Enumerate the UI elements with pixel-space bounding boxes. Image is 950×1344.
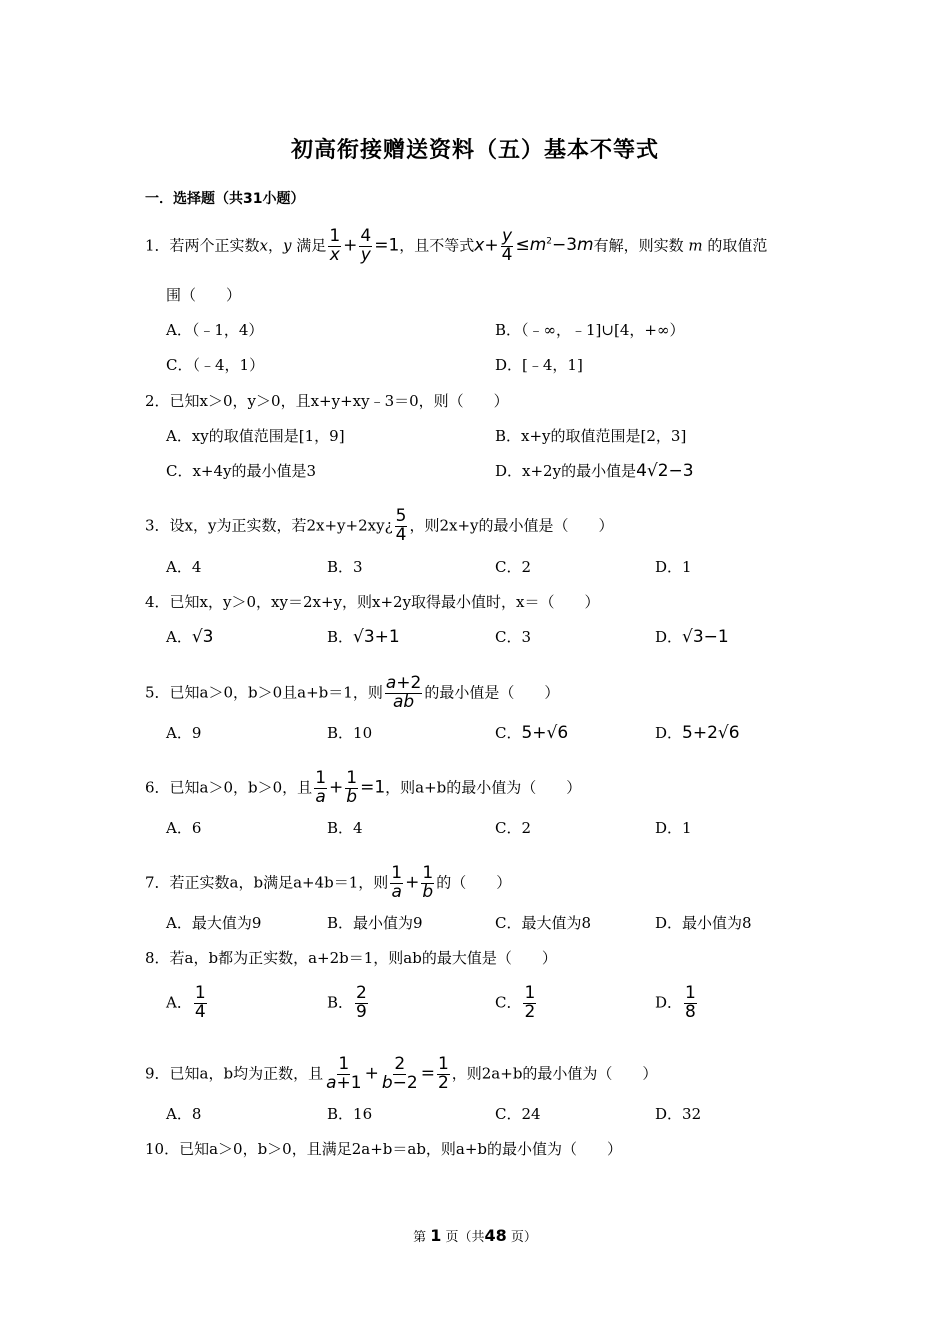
option-d: D．1 [655, 558, 692, 576]
fraction: $\frac{1}{b}$ [422, 863, 434, 902]
option-d: D．1 [655, 819, 692, 837]
fraction: $\frac{1}{a}$ [391, 863, 403, 902]
radical-expression: 4√2−3 [636, 461, 694, 481]
option-a: A．4 [166, 558, 202, 576]
option-a: A．（﹣1，4） [166, 321, 264, 339]
fraction: $\frac{1}{a+1}$ [326, 1054, 362, 1093]
radical-expression: 5+√6 [521, 723, 569, 743]
page-total: 48 [484, 1226, 507, 1245]
question-1-continued: 围（ ） [166, 286, 242, 304]
question-2: 2．已知x＞0，y＞0，且x+y+xy﹣3＝0，则（ ） [145, 392, 509, 410]
option-a: A． $\frac{1}{4}$ [166, 983, 206, 1022]
option-a: A．9 [166, 724, 202, 742]
question-1: 1．若两个正实数x，y 满足 $\frac{1}{x}$ + $\frac{4}{y}$ =1，且不等式x+ $\frac{y}{4}$ $\le m^2-3m$有解，则实数 m 的取值范 [145, 226, 768, 265]
section-heading: 一．选择题（共31小题） [145, 191, 305, 207]
fraction: $\frac{1}{b}$ [346, 768, 358, 807]
option-c: C．2 [495, 558, 532, 576]
fraction: $\frac{a+2}{ab}$ [385, 673, 422, 712]
fraction: $\frac{1}{2}$ [437, 1054, 449, 1093]
option-c: C．（﹣4，1） [166, 356, 265, 374]
option-d: D．5+2√6 [655, 723, 740, 743]
page-number: 1 [430, 1226, 442, 1245]
question-5: 5．已知a＞0，b＞0且a+b＝1，则 $\frac{a+2}{ab}$ 的最小值是（ ） [145, 673, 560, 712]
option-a: A．√3 [166, 627, 214, 647]
fraction: $\frac{1}{8}$ [685, 983, 696, 1022]
option-a: A．8 [166, 1105, 202, 1123]
radical-expression: √3 [191, 627, 214, 647]
question-7: 7．若正实数a，b满足a+4b＝1，则 $\frac{1}{a}$ + $\frac{1}{b}$ 的（ ） [145, 863, 512, 902]
option-b: B．（﹣∞，﹣1]∪[4，+∞） [495, 321, 685, 339]
option-a: A．最大值为9 [166, 914, 262, 932]
option-b: B．最小值为9 [327, 914, 423, 932]
radical-expression: 5+2√6 [682, 723, 740, 743]
question-9: 9．已知a，b均为正数，且 $\frac{1}{a+1}$ + $\frac{2}{b-2}$ = $\frac{1}{2}$ ，则2a+b的最小值为（ ） [145, 1054, 658, 1093]
question-4: 4．已知x，y＞0，xy＝2x+y，则x+2y取得最小值时，x＝（ ） [145, 593, 600, 611]
fraction: $\frac{2}{9}$ [356, 983, 367, 1022]
option-b: B． $\frac{2}{9}$ [327, 983, 367, 1022]
option-a: A．xy的取值范围是[1，9] [166, 427, 345, 445]
option-c: C．最大值为8 [495, 914, 592, 932]
option-b: B．3 [327, 558, 363, 576]
question-3: 3．设x，y为正实数，若2x+y+2xy¿ $\frac{5}{4}$ ，则2x+y的最小值是（ ） [145, 506, 614, 545]
radical-expression: √3−1 [682, 627, 729, 647]
option-c: C．x+4y的最小值是3 [166, 462, 317, 480]
option-b: B．√3+1 [327, 627, 400, 647]
fraction: $\frac{1}{x}$ [329, 226, 341, 265]
option-a: A．6 [166, 819, 202, 837]
option-d: D．最小值为8 [655, 914, 752, 932]
option-d: D．x+2y的最小值是4√2−3 [495, 461, 694, 481]
radical-expression: √3+1 [353, 627, 400, 647]
option-c: C．3 [495, 628, 532, 646]
fraction: $\frac{2}{b-2}$ [381, 1054, 418, 1093]
fraction: $\frac{1}{4}$ [194, 983, 206, 1022]
fraction: $\frac{1}{2}$ [524, 983, 536, 1022]
option-b: B．10 [327, 724, 373, 742]
question-10: 10．已知a＞0，b＞0，且满足2a+b＝ab，则a+b的最小值为（ ） [145, 1140, 623, 1158]
option-c: C．24 [495, 1105, 541, 1123]
option-d: D．32 [655, 1105, 702, 1123]
page-title: 初高衔接赠送资料（五）基本不等式 [290, 138, 659, 163]
page-footer: 第 1 页（共48 页） [413, 1226, 537, 1245]
option-d: D．[﹣4，1] [495, 356, 583, 374]
option-d: D． $\frac{1}{8}$ [655, 983, 696, 1022]
fraction: $\frac{1}{a}$ [315, 768, 327, 807]
option-b: B．x+y的取值范围是[2，3] [495, 427, 687, 445]
option-d: D．√3−1 [655, 627, 729, 647]
option-c: C．5+√6 [495, 723, 569, 743]
fraction: $\frac{4}{y}$ [360, 226, 372, 265]
option-b: B．16 [327, 1105, 373, 1123]
option-b: B．4 [327, 819, 363, 837]
option-c: C． $\frac{1}{2}$ [495, 983, 536, 1022]
fraction: $\frac{y}{4}$ [501, 226, 513, 265]
question-8: 8．若a，b都为正实数，a+2b＝1，则ab的最大值是（ ） [145, 949, 557, 967]
question-6: 6．已知a＞0，b＞0，且 $\frac{1}{a}$ + $\frac{1}{b}$ =1，则a+b的最小值为（ ） [145, 768, 582, 807]
option-c: C．2 [495, 819, 532, 837]
fraction: $\frac{5}{4}$ [395, 506, 407, 545]
